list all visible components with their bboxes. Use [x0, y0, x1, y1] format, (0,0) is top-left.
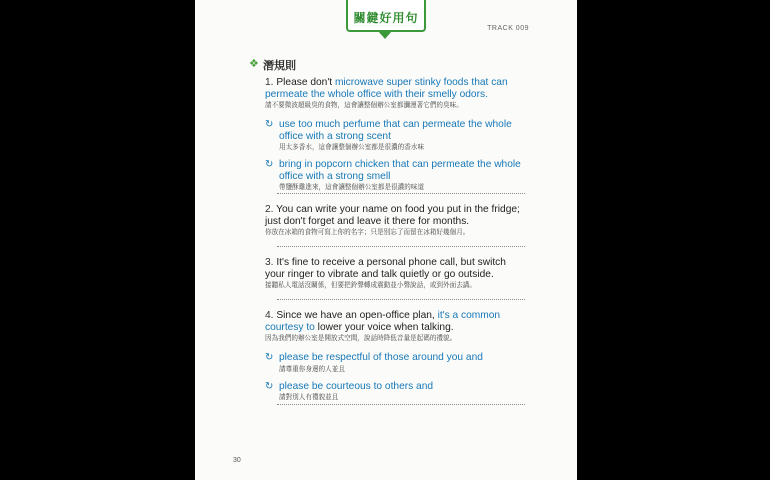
- refresh-icon: ↻: [265, 380, 274, 392]
- section-title: 潛規則: [263, 60, 296, 72]
- track-label: TRACK 009: [487, 25, 529, 32]
- alt-zh: 用太多香水，這會讓整個辦公室都是很濃的香水味: [279, 144, 425, 151]
- sentence-text: You can write your name on food you put in the fridge; just don't forget and leave it there for months.: [265, 204, 520, 227]
- alt-en: please be respectful of those around you and: [279, 352, 483, 363]
- sentence-zh: 你放在冰箱的食物可寫上你的名字；只是別忘了而留在冰箱好幾個月。: [265, 229, 470, 236]
- sentence-zh: 接聽私人電話沒關係，但要把鈴聲轉成震動並小聲說話，或到外面去講。: [265, 282, 476, 289]
- divider: [277, 299, 525, 300]
- divider: [277, 193, 525, 194]
- sentence-zh: 因為我們的辦公室是開放式空間，說話時降低音量是起碼的禮貌。: [265, 335, 457, 342]
- sentence-en: [265, 310, 527, 333]
- sentence-item-2: [265, 204, 527, 238]
- sentence-item-3: [265, 257, 527, 291]
- sentence-plain: Please don't: [276, 77, 335, 88]
- alt-en: bring in popcorn chicken that can permeate the whole office with a strong smell: [279, 159, 521, 182]
- sentence-after: lower your voice when talking.: [314, 321, 454, 333]
- alt-en: please be courteous to others and: [279, 380, 434, 392]
- alt-zh: 帶鹽酥雞進來，這會讓整個辦公室都是很濃的味道: [279, 184, 425, 191]
- sentence-en: [265, 77, 527, 100]
- header-tab: [346, 0, 426, 32]
- divider: [277, 246, 525, 247]
- item-number: 2.: [265, 204, 274, 215]
- sentence-plain: Since we have an open-office plan,: [276, 310, 438, 321]
- divider: [277, 404, 525, 405]
- sentence-highlight: microwave super stinky foods that can permeate the whole office with their smelly odors.: [265, 77, 508, 100]
- refresh-icon: ↻: [265, 119, 274, 130]
- header-arrow-icon: [378, 31, 392, 39]
- alt-item: [265, 352, 527, 375]
- sentence-highlight: it's a common courtesy to: [265, 310, 501, 333]
- sentence-text: It's fine to receive a personal phone call, but switch your ringer to vibrate and talk quietly or go outside.: [265, 257, 506, 280]
- sentence-en: [265, 204, 527, 227]
- refresh-icon: ↻: [265, 159, 274, 170]
- page-number: 30: [233, 457, 241, 464]
- sentence-en: [265, 257, 527, 280]
- item-number: 1.: [265, 77, 274, 88]
- item-number: 4.: [265, 310, 274, 321]
- sentence-item-4: [265, 310, 527, 403]
- alt-item: [265, 119, 527, 153]
- sentence-zh: 請不要微波超級臭的食物，這會讓整個辦公室都瀰漫著它們的臭味。: [265, 102, 463, 109]
- sentence-item-1: [265, 77, 527, 193]
- four-leaf-icon: ❖: [249, 58, 259, 70]
- alt-item: [265, 381, 527, 404]
- item-number: 3.: [265, 257, 274, 268]
- alt-zh: 請對別人有禮貌並且: [279, 394, 339, 401]
- book-page: [195, 0, 577, 480]
- alt-en: use too much perfume that can permeate the whole office with a strong scent: [279, 119, 512, 142]
- refresh-icon: ↻: [265, 352, 274, 363]
- alt-item: [265, 159, 527, 193]
- header-title: 關鍵好用句: [353, 11, 419, 25]
- alt-zh: 請尊重你身邊的人並且: [279, 365, 345, 373]
